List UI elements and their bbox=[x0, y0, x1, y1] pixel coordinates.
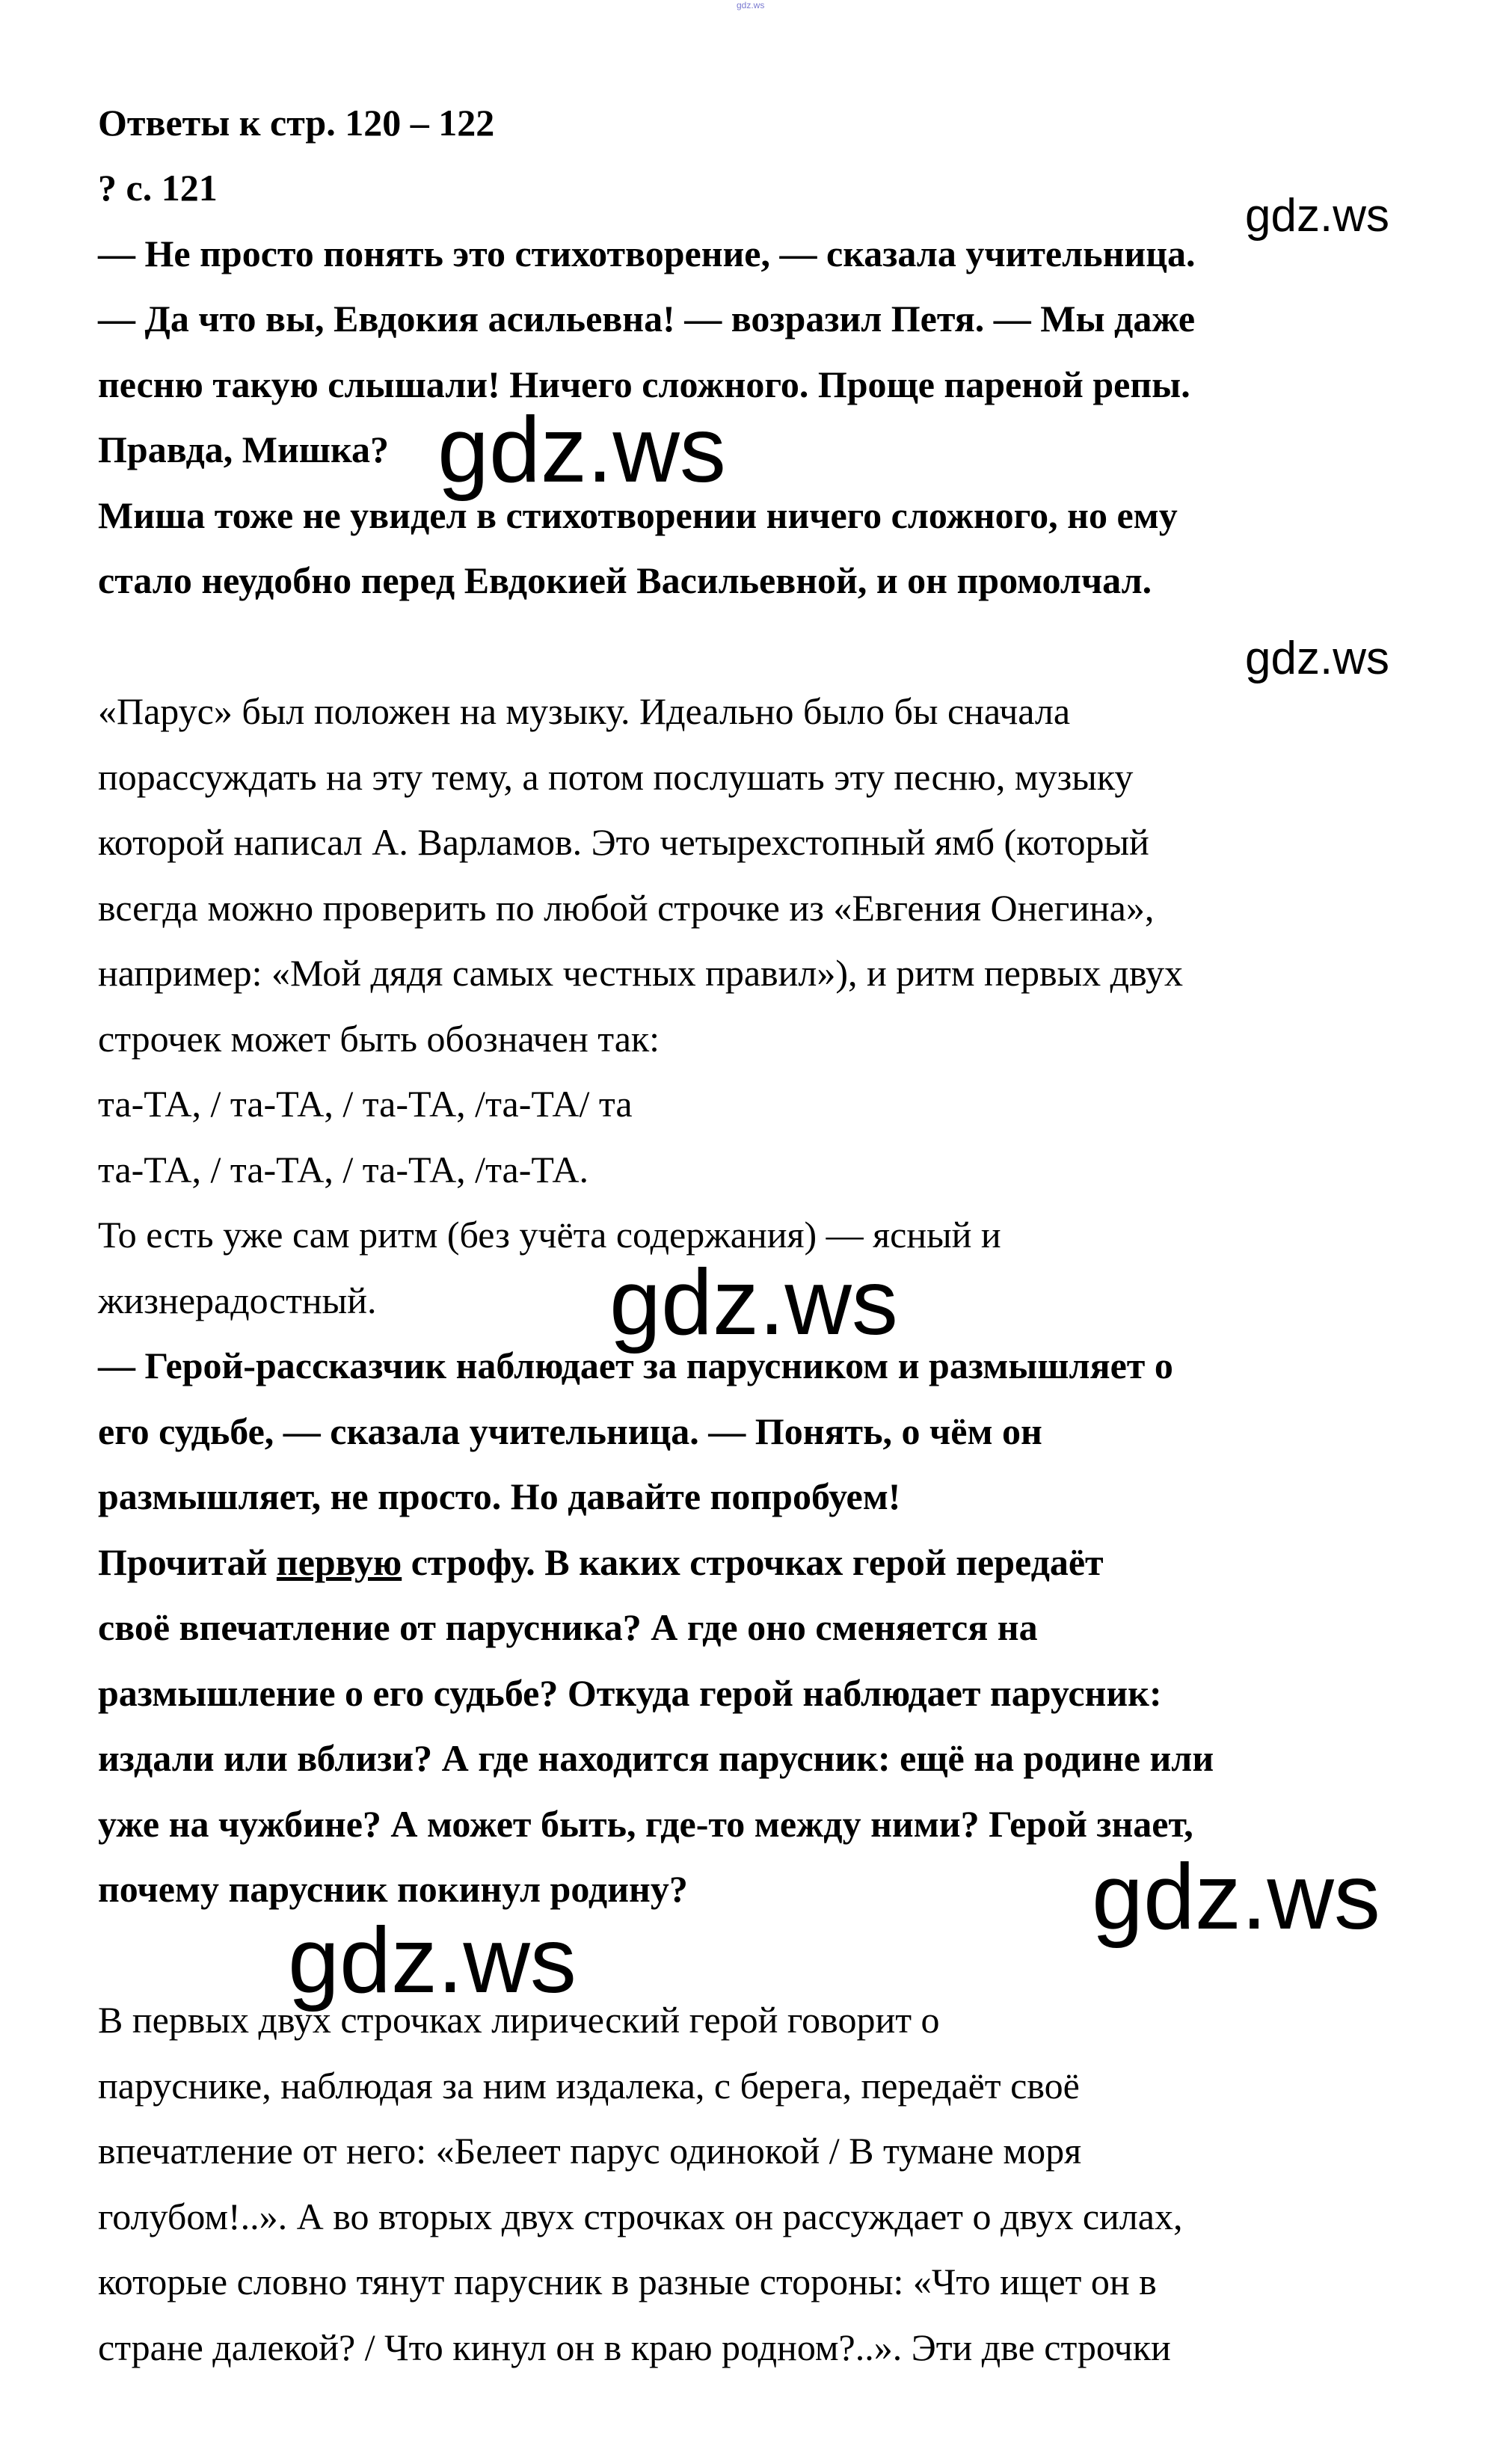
task-line: почему парусник покинул родину? bbox=[98, 1868, 688, 1910]
watermark: gdz.ws bbox=[437, 399, 726, 502]
dialogue-line: размышляет, не просто. Но давайте попробуем! bbox=[98, 1475, 901, 1517]
answer-line: строчек может быть обозначен так: bbox=[98, 1018, 660, 1060]
page-title: Ответы к стр. 120 – 122 bbox=[98, 102, 495, 144]
task-text: Прочитай bbox=[98, 1541, 277, 1583]
section-label: ? с. 121 bbox=[98, 167, 218, 209]
task-line bbox=[98, 1540, 1104, 1584]
watermark: gdz.ws bbox=[288, 1909, 577, 2012]
dialogue-line: стало неудобно перед Евдокией Васильевной, и он промолчал. bbox=[98, 559, 1152, 601]
task-line: уже на чужбине? А может быть, где-то между ними? Герой знает, bbox=[98, 1803, 1193, 1845]
answer-line: В первых двух строчках лирический герой говорит о bbox=[98, 1999, 940, 2041]
answer-line: например: «Мой дядя самых честных правил»), и ритм первых двух bbox=[98, 952, 1184, 994]
answer-line: «Парус» был положен на музыку. Идеально было бы сначала bbox=[98, 690, 1071, 732]
answer-line: жизнерадостный. bbox=[98, 1279, 377, 1321]
dialogue-line: Миша тоже не увидел в стихотворении ничего сложного, но ему bbox=[98, 494, 1178, 536]
answer-line: которые словно тянут парусник в разные стороны: «Что ищет он в bbox=[98, 2261, 1157, 2302]
watermark: gdz.ws bbox=[1245, 190, 1389, 242]
dialogue-line: — Не просто понять это стихотворение, — сказала учительница. bbox=[98, 233, 1196, 274]
answer-line: паруснике, наблюдая за ним издалека, с берега, передаёт своё bbox=[98, 2065, 1080, 2107]
rhythm-line: та-ТА, / та-ТА, / та-ТА, /та-ТА/ та bbox=[98, 1083, 633, 1125]
watermark: gdz.ws bbox=[1092, 1846, 1380, 1949]
dialogue-line: Правда, Мишка? bbox=[98, 428, 390, 470]
task-line: издали или вблизи? А где находится парусник: ещё на родине или bbox=[98, 1737, 1214, 1779]
watermark: gdz.ws bbox=[609, 1251, 898, 1354]
task-line: своё впечатление от парусника? А где оно сменяется на bbox=[98, 1606, 1038, 1648]
answer-line: всегда можно проверить по любой строчке из «Евгения Онегина», bbox=[98, 887, 1155, 929]
watermark: gdz.ws bbox=[1245, 633, 1389, 684]
dialogue-line: его судьбе, — сказала учительница. — Понять, о чём он bbox=[98, 1410, 1042, 1452]
answer-line: голубом!..». А во вторых двух строчках он рассуждает о двух силах, bbox=[98, 2196, 1183, 2237]
answer-line: стране далекой? / Что кинул он в краю родном?..». Эти две строчки bbox=[98, 2326, 1171, 2368]
task-line: размышление о его судьбе? Откуда герой наблюдает парусник: bbox=[98, 1672, 1162, 1714]
rhythm-line: та-ТА, / та-ТА, / та-ТА, /та-ТА. bbox=[98, 1149, 589, 1190]
answer-line: порассуждать на эту тему, а потом послушать эту песню, музыку bbox=[98, 756, 1134, 798]
dialogue-line: — Герой-рассказчик наблюдает за парусником и размышляет о bbox=[98, 1345, 1173, 1386]
answer-line: которой написал А. Варламов. Это четырехстопный ямб (который bbox=[98, 821, 1149, 863]
answer-line: впечатление от него: «Белеет парус одинокой / В тумане моря bbox=[98, 2130, 1082, 2172]
underlined-word: первую bbox=[276, 1541, 402, 1583]
header-watermark: gdz.ws bbox=[737, 0, 765, 10]
dialogue-line: — Да что вы, Евдокия асильевна! — возразил Петя. — Мы даже bbox=[98, 298, 1196, 340]
dialogue-line: песню такую слышали! Ничего сложного. Проще пареной репы. bbox=[98, 363, 1190, 405]
answer-line: То есть уже сам ритм (без учёта содержания) — ясный и bbox=[98, 1214, 1001, 1256]
task-text: строфу. В каких строчках герой передаёт bbox=[402, 1541, 1104, 1583]
